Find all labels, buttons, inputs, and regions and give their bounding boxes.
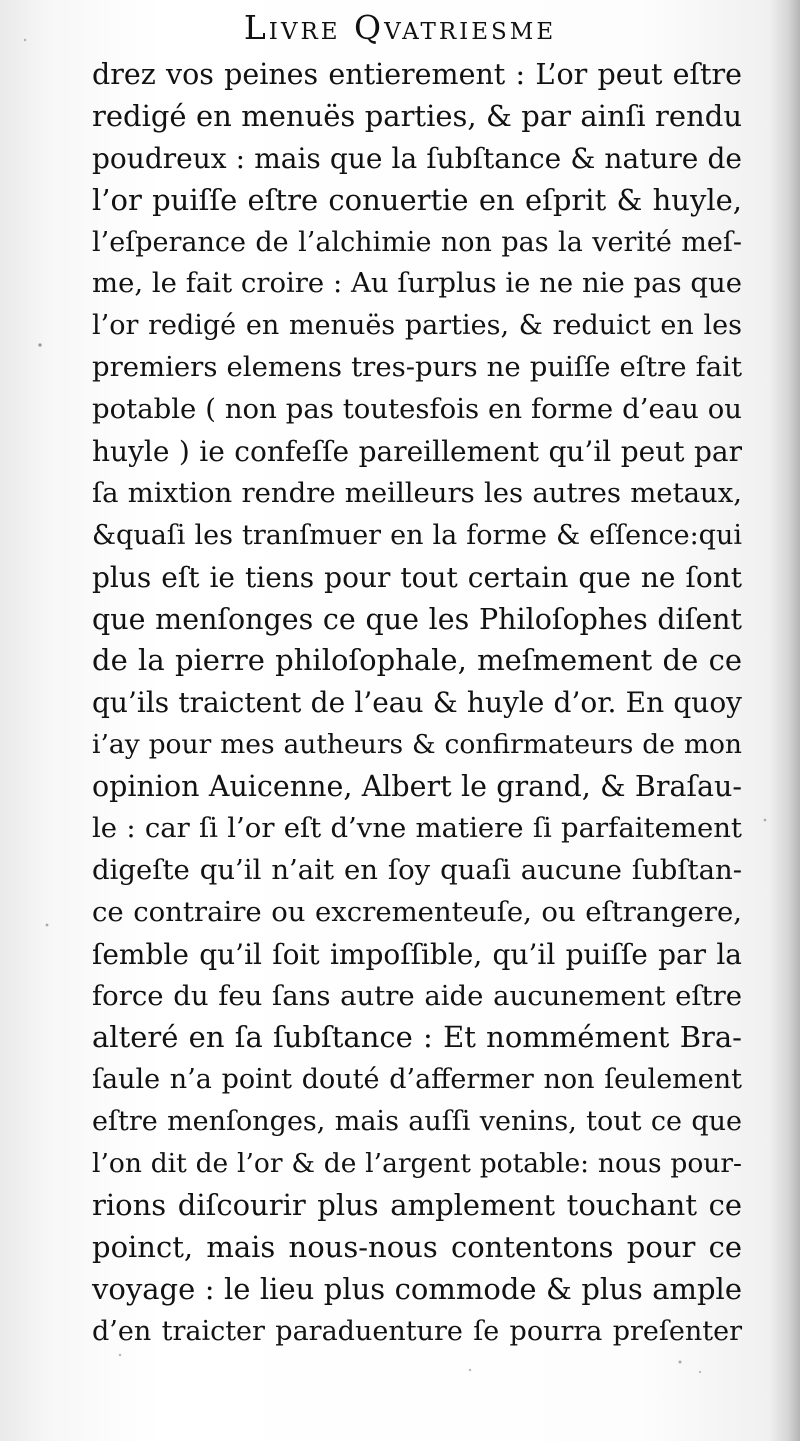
text-line: qu’ils traictent de l’eau & huyle d’or. En quoy xyxy=(92,686,742,720)
text-line: eſtre menſonges, mais auſſi venins, tout ce que xyxy=(92,1106,742,1138)
text-line: de la pierre philoſophale, meſmement de ce xyxy=(92,643,742,678)
text-line: le : car ſi l’or eſt d’vne matiere ſi parfaitement xyxy=(92,812,742,845)
text-line: poudreux : mais que la ſubſtance & nature de xyxy=(92,141,742,175)
text-line: voyage : le lieu plus commode & plus ample xyxy=(92,1271,742,1306)
text-line: force du feu ſans autre aide aucunement eſtre xyxy=(92,979,742,1012)
text-line: ſa mixtion rendre meilleurs les autres metaux, xyxy=(92,476,742,509)
text-line: digeſte qu’il n’ait en ſoy quaſi aucune ſubſtan- xyxy=(92,853,742,886)
text-line: ſemble qu’il ſoit impoſſible, qu’il puiſſe par la xyxy=(92,937,742,971)
text-line: me, le fait croire : Au ſurplus ie ne nie pas que xyxy=(92,267,742,300)
text-line: l’eſperance de l’alchimie non pas la verité meſ- xyxy=(92,226,742,258)
text-line: &quaſi les tranſmuer en la forme & eſſence:qui xyxy=(92,519,742,551)
text-line: opinion Auicenne, Albert le grand, & Braſau- xyxy=(92,770,742,804)
running-header: Livre Qvatriesme xyxy=(243,8,557,47)
text-line: i’ay pour mes autheurs & confirmateurs de mon xyxy=(92,729,742,761)
text-line: l’or puiſſe eſtre conuertie en eſprit & huyle, xyxy=(92,182,742,217)
text-line: alteré en ſa ſubſtance : Et nommément Bra- xyxy=(92,1020,742,1055)
text-line: plus eſt ie tiens pour tout certain que ne ſont xyxy=(92,560,742,594)
page-body-text xyxy=(92,54,742,1353)
page-edge-shadow xyxy=(770,0,800,1441)
text-line: poinct, mais nous-nous contentons pour ce xyxy=(92,1229,742,1264)
text-line: l’on dit de l’or & de l’argent potable: nous pour- xyxy=(92,1148,742,1180)
text-line: que menſonges ce que les Philoſophes diſent xyxy=(92,602,742,636)
text-line: l’or redigé en menuës parties, & reduict en les xyxy=(92,310,742,342)
text-line: ſaule n’a point douté d’affermer non ſeulement xyxy=(92,1064,742,1096)
text-line: huyle ) ie confeſſe pareillement qu’il peut par xyxy=(92,435,742,469)
text-line: premiers elemens tres-purs ne puiſſe eſtre fait xyxy=(92,351,742,384)
text-line: rions diſcourir plus amplement touchant ce xyxy=(92,1188,742,1223)
text-line: drez vos peines entierement : L’or peut eſtre xyxy=(92,58,742,91)
text-line: ce contraire ou excrementeuſe, ou eſtrangere, xyxy=(92,895,742,928)
text-line: potable ( non pas toutesfois en forme d’eau ou xyxy=(92,393,742,426)
text-line: redigé en menuës parties, & par ainſi rendu xyxy=(92,98,742,133)
text-line: d’en traicter paraduenture ſe pourra preſenter xyxy=(92,1315,742,1347)
